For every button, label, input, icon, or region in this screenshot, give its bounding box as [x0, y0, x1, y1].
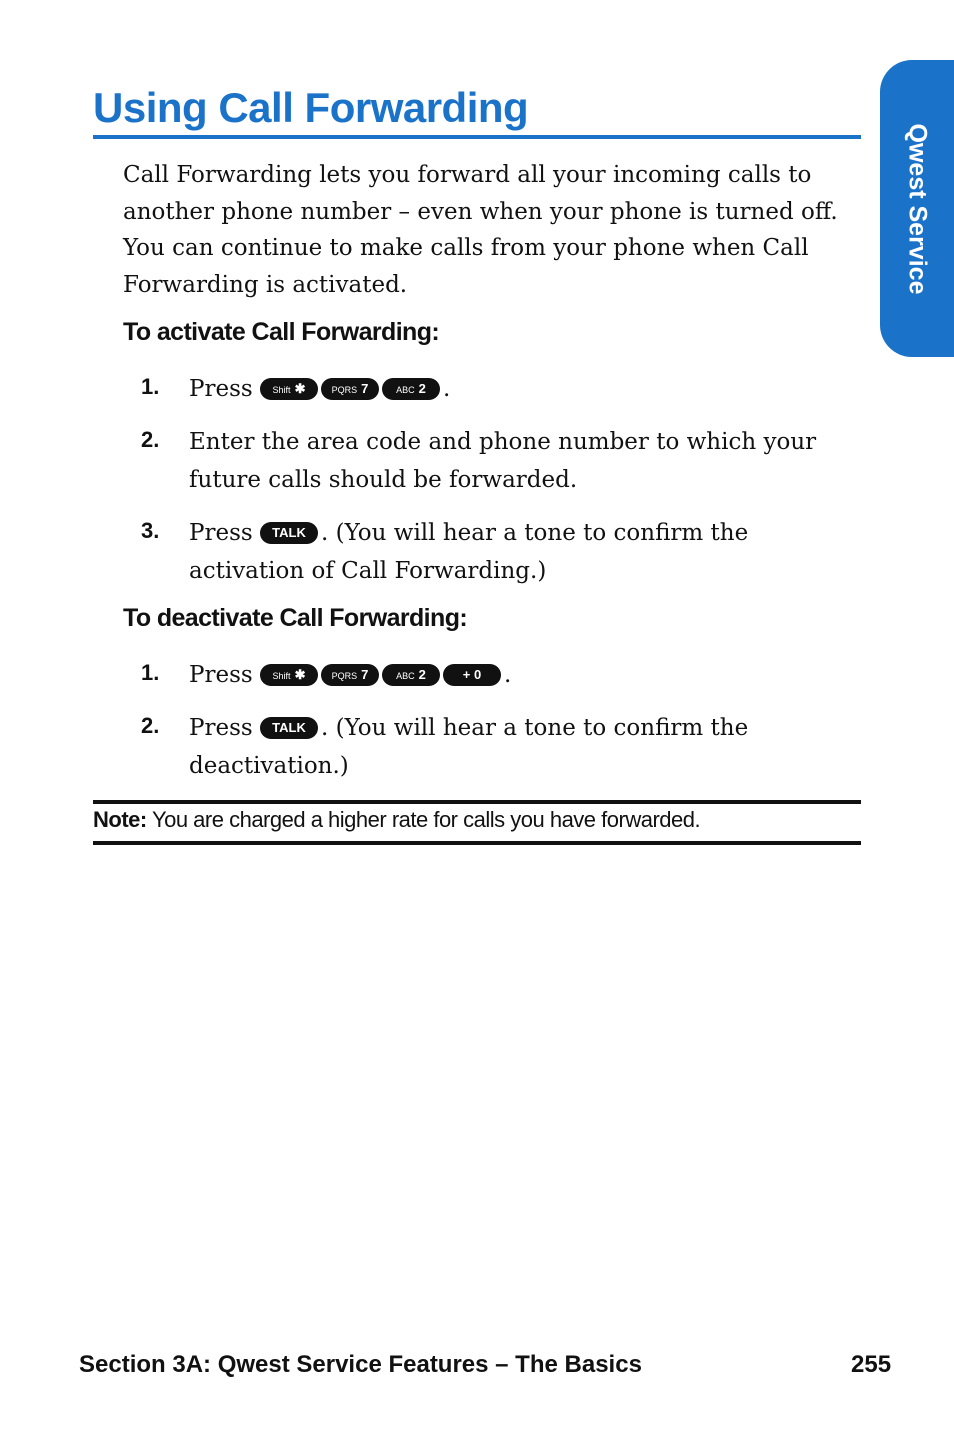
step-text: [189, 370, 869, 408]
deactivate-heading: To deactivate Call Forwarding:: [123, 604, 468, 632]
activate-heading: To activate Call Forwarding:: [123, 318, 440, 346]
step-number: 1.: [141, 660, 160, 685]
step-instruction: . (You will hear a tone to confirm the activation of Call Forwarding.): [189, 520, 749, 584]
step-instruction: . (You will hear a tone to confirm the deactivation.): [189, 715, 749, 779]
press-text: Press: [189, 520, 253, 546]
abc-2-key: ABC 2: [382, 664, 440, 686]
step-text: Enter the area code and phone number to which your future calls should be forwarded.: [189, 429, 817, 493]
note-text: You are charged a higher rate for calls you have forwarded.: [151, 807, 701, 832]
step-number: 2.: [141, 427, 160, 452]
step-number: 1.: [141, 374, 160, 399]
step-text: [189, 656, 869, 694]
step-period: .: [504, 662, 512, 688]
shift-star-key: Shift ✱: [260, 378, 318, 400]
step-text: [189, 709, 869, 785]
press-text: Press: [189, 715, 253, 741]
page-title: Using Call Forwarding: [93, 84, 529, 131]
footer-section-title: Section 3A: Qwest Service Features – The Basics: [79, 1351, 642, 1378]
note: [93, 807, 861, 833]
side-tab-label: Qwest Service: [903, 123, 932, 294]
note-rule-top: [93, 800, 861, 804]
note-rule-bottom: [93, 841, 861, 845]
shift-star-key: Shift ✱: [260, 664, 318, 686]
step-number: 3.: [141, 518, 160, 543]
step-period: .: [443, 376, 451, 402]
plus-0-key: + 0: [443, 664, 501, 686]
pqrs-7-key: PQRS 7: [321, 664, 379, 686]
press-text: Press: [189, 662, 253, 688]
abc-2-key: ABC 2: [382, 378, 440, 400]
section-side-tab: [880, 60, 954, 357]
title-rule: [93, 135, 861, 139]
pqrs-7-key: PQRS 7: [321, 378, 379, 400]
talk-key: TALK: [260, 522, 318, 544]
talk-key: TALK: [260, 717, 318, 739]
intro-paragraph: Call Forwarding lets you forward all your incoming calls to another phone number – even when your phone is turned off. You can continue to make calls from your phone when Call Forwarding is activated.: [123, 162, 838, 298]
footer-page-number: 255: [851, 1351, 892, 1378]
note-label: Note:: [93, 807, 147, 832]
step-number: 2.: [141, 713, 160, 738]
step-text: [189, 514, 869, 590]
press-text: Press: [189, 376, 253, 402]
